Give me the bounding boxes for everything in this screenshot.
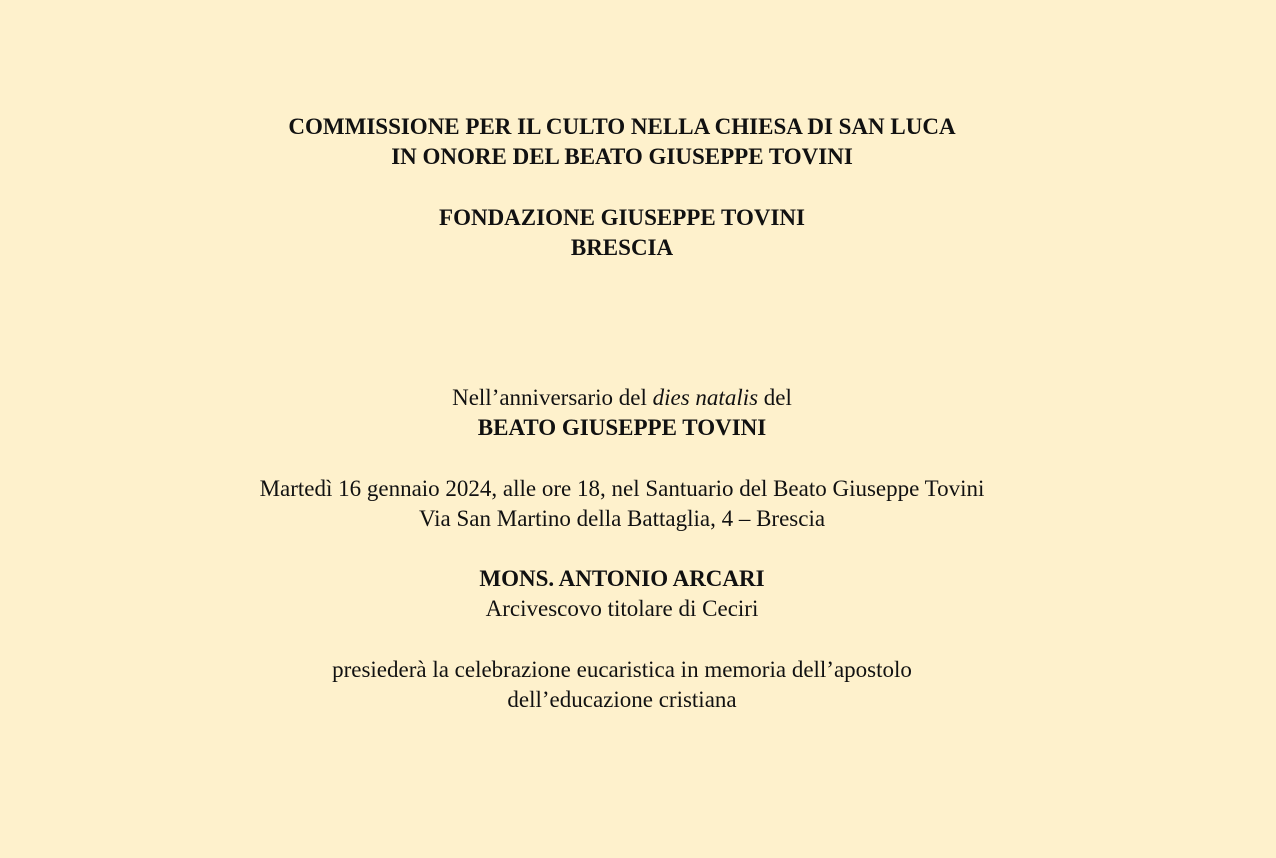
celebrant-title: Arcivescovo titolare di Ceciri [485,596,759,621]
anniversary-section [0,383,1244,443]
anniversary-prefix: Nell’anniversario del [452,385,653,410]
commission-line-2: IN ONORE DEL BEATO GIUSEPPE TOVINI [391,144,853,169]
anniversary-intro [0,383,1244,413]
foundation-line-1: FONDAZIONE GIUSEPPE TOVINI [439,205,805,230]
anniversary-italic: dies natalis [652,385,759,410]
commission-heading [0,112,1244,172]
foundation-line-2: BRESCIA [570,235,674,260]
description-line-2: dell’educazione cristiana [507,687,737,712]
event-details [0,474,1244,534]
foundation-heading [0,203,1244,263]
commission-line-1: COMMISSIONE PER IL CULTO NELLA CHIESA DI SAN LUCA [288,114,956,139]
anniversary-suffix: del [758,385,792,410]
anniversary-name: BEATO GIUSEPPE TOVINI [477,415,767,440]
celebrant-name: MONS. ANTONIO ARCARI [479,566,765,591]
description-section [0,655,1244,715]
event-address: Via San Martino della Battaglia, 4 – Brescia [418,506,826,531]
celebrant-section [0,564,1244,624]
description-line-1: presiederà la celebrazione eucaristica in memoria dell’apostolo [332,657,912,682]
event-date-place: Martedì 16 gennaio 2024, alle ore 18, nel Santuario del Beato Giuseppe Tovini [259,476,985,501]
